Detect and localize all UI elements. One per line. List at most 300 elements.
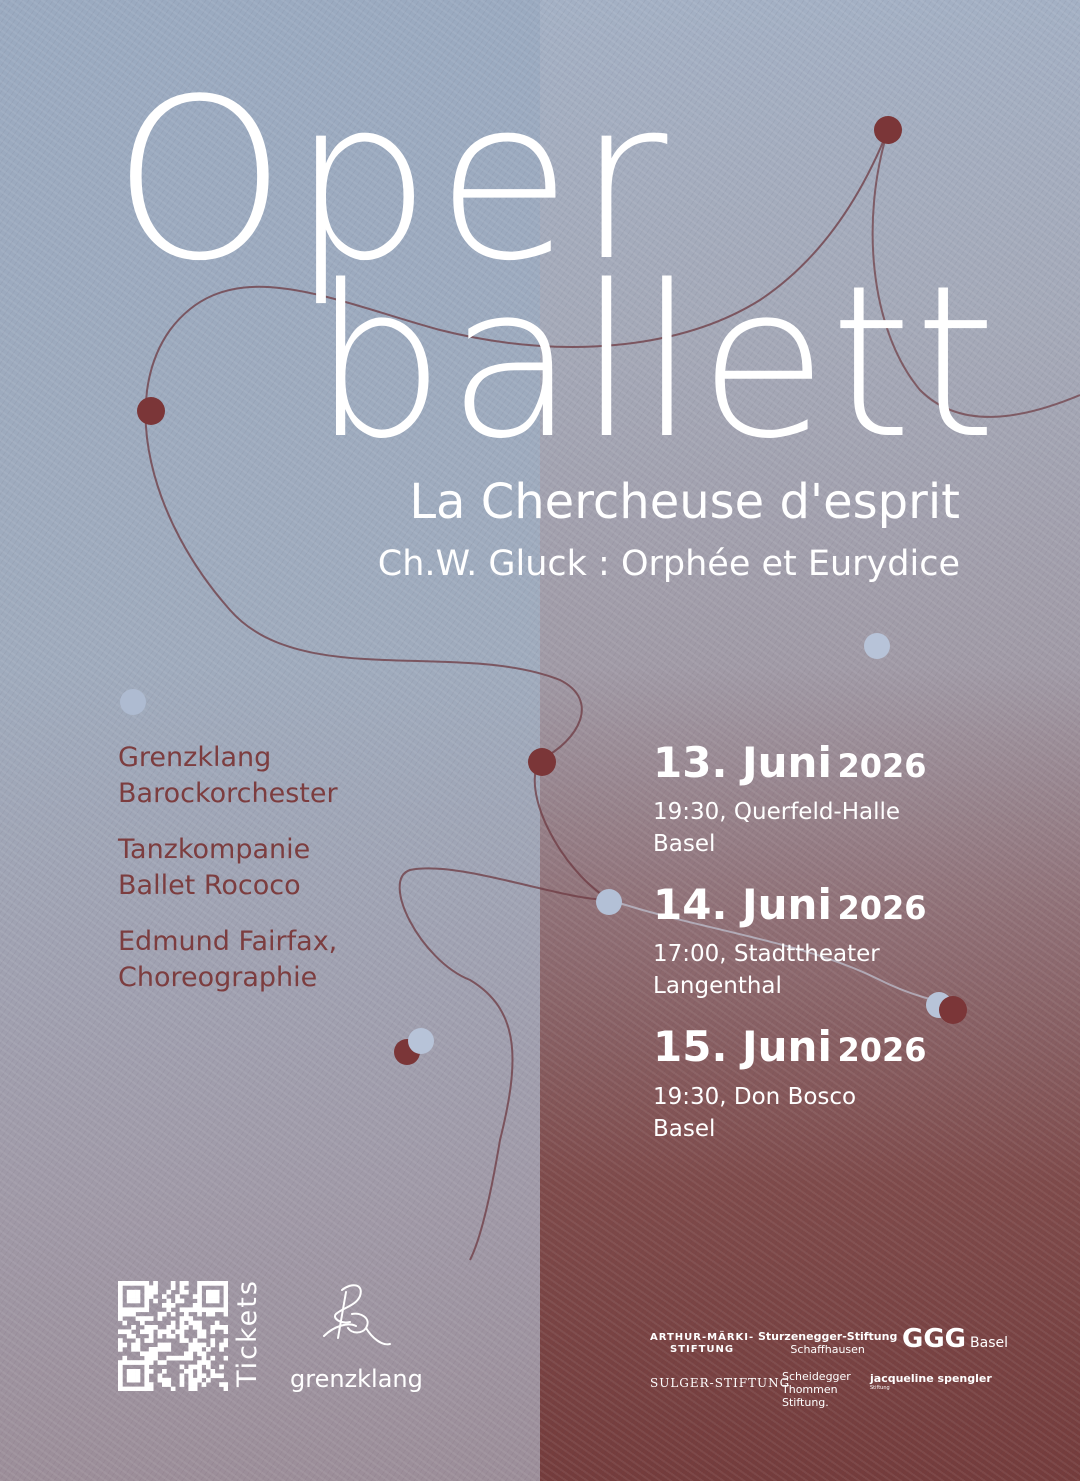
qr-module (215, 1373, 220, 1378)
qr-module (193, 1303, 198, 1308)
qr-module (188, 1347, 193, 1352)
qr-module (122, 1329, 127, 1334)
qr-module (136, 1378, 141, 1383)
qr-module (210, 1373, 215, 1378)
qr-module (149, 1285, 154, 1290)
qr-module (158, 1334, 163, 1339)
city: Basel (653, 831, 716, 858)
qr-module (224, 1303, 228, 1308)
qr-module (202, 1360, 207, 1365)
qr-module (162, 1303, 167, 1308)
qr-module (118, 1338, 123, 1343)
dot-blue (120, 689, 146, 715)
city: Basel (653, 1115, 716, 1142)
qr-module (224, 1343, 228, 1348)
qr-module (153, 1347, 158, 1352)
sponsor-scheidegger-thommen (782, 1370, 851, 1410)
qr-module (118, 1312, 123, 1317)
qr-module (215, 1325, 220, 1330)
qr-module (197, 1325, 202, 1330)
qr-module (136, 1360, 141, 1365)
performance-item (653, 1024, 1053, 1144)
qr-module (193, 1338, 198, 1343)
qr-module (184, 1338, 189, 1343)
qr-module (144, 1281, 149, 1286)
qr-module (219, 1307, 224, 1312)
performer-item (118, 832, 538, 904)
qr-module (206, 1378, 211, 1383)
qr-module (171, 1334, 176, 1339)
qr-module (144, 1285, 149, 1290)
qr-module (158, 1312, 163, 1317)
qr-module (188, 1378, 193, 1383)
qr-module (131, 1294, 136, 1299)
qr-module (153, 1351, 158, 1356)
qr-module (224, 1329, 228, 1334)
qr-module (149, 1356, 154, 1361)
qr-module (206, 1294, 211, 1299)
qr-module (224, 1281, 228, 1286)
qr-module (140, 1360, 145, 1365)
qr-module (184, 1290, 189, 1295)
qr-module (131, 1281, 136, 1286)
qr-module (118, 1378, 123, 1383)
qr-module (144, 1303, 149, 1308)
qr-module (210, 1281, 215, 1286)
qr-module (193, 1387, 198, 1391)
qr-module (158, 1373, 163, 1378)
qr-module (162, 1343, 167, 1348)
qr-module (180, 1329, 185, 1334)
qr-module (180, 1321, 185, 1326)
qr-module (144, 1382, 149, 1387)
performer-item (118, 740, 538, 812)
qr-module (136, 1338, 141, 1343)
qr-module (162, 1378, 167, 1383)
performer-line: Tanzkompanie (118, 834, 311, 865)
dot-red (137, 397, 165, 425)
qr-module (166, 1378, 171, 1383)
qr-module (206, 1347, 211, 1352)
qr-module (188, 1382, 193, 1387)
qr-module (140, 1387, 145, 1391)
qr-module (144, 1387, 149, 1391)
qr-module (202, 1329, 207, 1334)
qr-module (149, 1294, 154, 1299)
performers-list (118, 740, 538, 1016)
qr-module (202, 1307, 207, 1312)
qr-module (144, 1325, 149, 1330)
dot-blue (408, 1028, 434, 1054)
sponsor-line: ARTHUR-MÄRKI- (650, 1332, 755, 1343)
qr-module (197, 1307, 202, 1312)
sponsor-line: Stiftung. (782, 1396, 829, 1410)
qr-module (153, 1290, 158, 1295)
performer-line: Grenzklang (118, 742, 272, 773)
qr-module (149, 1316, 154, 1321)
qr-module (180, 1338, 185, 1343)
qr-module (122, 1360, 127, 1365)
qr-module (153, 1285, 158, 1290)
qr-module (197, 1365, 202, 1370)
qr-module (118, 1343, 123, 1348)
performance-details (653, 796, 1053, 860)
qr-module (180, 1281, 185, 1286)
qr-module (136, 1281, 141, 1286)
qr-module (193, 1365, 198, 1370)
qr-module (180, 1334, 185, 1339)
qr-module (224, 1312, 228, 1317)
qr-module (215, 1290, 220, 1295)
qr-module (131, 1343, 136, 1348)
qr-module (144, 1294, 149, 1299)
qr-module (219, 1325, 224, 1330)
performance-dates (653, 740, 1053, 1167)
qr-module (144, 1299, 149, 1304)
qr-module (127, 1387, 132, 1391)
performer-line: Barockorchester (118, 778, 338, 809)
qr-module (166, 1299, 171, 1304)
qr-module (197, 1299, 202, 1304)
qr-module (175, 1294, 180, 1299)
qr-module (149, 1334, 154, 1339)
qr-module (153, 1299, 158, 1304)
date-day-month: 15. Juni (653, 1022, 832, 1072)
dot-blue (864, 633, 890, 659)
qr-module (210, 1325, 215, 1330)
qr-module (140, 1316, 145, 1321)
qr-module (122, 1356, 127, 1361)
qr-module (127, 1329, 132, 1334)
qr-module (210, 1307, 215, 1312)
qr-module (197, 1329, 202, 1334)
qr-module (140, 1307, 145, 1312)
qr-module (127, 1294, 132, 1299)
qr-module (188, 1356, 193, 1361)
qr-module (188, 1369, 193, 1374)
tickets-qr-code[interactable] (118, 1281, 228, 1391)
sponsor-line: Schaffhausen (790, 1343, 865, 1357)
qr-module (193, 1378, 198, 1383)
qr-module (136, 1387, 141, 1391)
time-venue: 19:30, Don Bosco (653, 1083, 857, 1110)
city: Langenthal (653, 973, 782, 1000)
organizer-name: grenzklang (290, 1365, 423, 1393)
qr-module (215, 1321, 220, 1326)
qr-module (193, 1294, 198, 1299)
qr-module (166, 1303, 171, 1308)
sponsor-line: Stiftung (870, 1385, 890, 1392)
performance-date (653, 1024, 1053, 1070)
qr-module (180, 1378, 185, 1383)
qr-module (158, 1378, 163, 1383)
qr-module (215, 1294, 220, 1299)
qr-module (171, 1285, 176, 1290)
qr-module (144, 1316, 149, 1321)
qr-module (127, 1373, 132, 1378)
qr-module (166, 1347, 171, 1352)
qr-module (224, 1299, 228, 1304)
qr-module (158, 1360, 163, 1365)
qr-module (166, 1382, 171, 1387)
qr-module (158, 1329, 163, 1334)
qr-module (166, 1307, 171, 1312)
qr-module (118, 1290, 123, 1295)
qr-module (210, 1338, 215, 1343)
qr-module (171, 1312, 176, 1317)
qr-module (197, 1303, 202, 1308)
qr-module (171, 1387, 176, 1391)
qr-module (180, 1285, 185, 1290)
qr-module (180, 1307, 185, 1312)
qr-module (131, 1378, 136, 1383)
qr-module (149, 1382, 154, 1387)
qr-module (197, 1347, 202, 1352)
qr-module (127, 1312, 132, 1317)
qr-module (144, 1338, 149, 1343)
qr-module (118, 1373, 123, 1378)
qr-module (118, 1294, 123, 1299)
qr-module (118, 1316, 123, 1321)
qr-module (144, 1356, 149, 1361)
qr-module (166, 1334, 171, 1339)
qr-module (140, 1281, 145, 1286)
subtitle-composer: Ch.W. Gluck : Orphée et Eurydice (377, 544, 960, 584)
qr-module (210, 1299, 215, 1304)
performance-date (653, 882, 1053, 928)
performer-line: Edmund Fairfax, (118, 926, 338, 957)
qr-module (206, 1299, 211, 1304)
qr-module (149, 1325, 154, 1330)
qr-module (131, 1299, 136, 1304)
qr-module (118, 1369, 123, 1374)
qr-module (127, 1360, 132, 1365)
qr-module (224, 1294, 228, 1299)
qr-module (149, 1290, 154, 1295)
qr-module (144, 1290, 149, 1295)
qr-module (202, 1351, 207, 1356)
sponsor-ggg-basel (902, 1324, 1008, 1355)
qr-module (219, 1343, 224, 1348)
qr-module (136, 1373, 141, 1378)
qr-module (202, 1373, 207, 1378)
qr-module (180, 1382, 185, 1387)
qr-module (144, 1360, 149, 1365)
qr-module (193, 1321, 198, 1326)
qr-module (136, 1290, 141, 1295)
qr-module (180, 1356, 185, 1361)
qr-module (197, 1312, 202, 1317)
qr-module (184, 1369, 189, 1374)
qr-module (175, 1299, 180, 1304)
performance-details (653, 938, 1053, 1002)
qr-module (202, 1281, 207, 1286)
qr-module (166, 1290, 171, 1295)
qr-module (184, 1325, 189, 1330)
time-venue: 19:30, Querfeld-Halle (653, 799, 901, 826)
date-year: 2026 (837, 889, 927, 928)
qr-module (206, 1290, 211, 1295)
qr-module (122, 1312, 127, 1317)
qr-module (118, 1285, 123, 1290)
qr-module (206, 1312, 211, 1317)
qr-module (122, 1307, 127, 1312)
qr-module (206, 1307, 211, 1312)
title-ballett: ballett (312, 240, 999, 485)
qr-module (180, 1325, 185, 1330)
qr-module (162, 1312, 167, 1317)
qr-module (153, 1325, 158, 1330)
qr-module (171, 1321, 176, 1326)
qr-module (224, 1285, 228, 1290)
qr-module (118, 1303, 123, 1308)
qr-module (210, 1290, 215, 1295)
qr-module (131, 1325, 136, 1330)
sponsor-line: Scheidegger (782, 1370, 851, 1383)
date-day-month: 13. Juni (653, 738, 832, 787)
qr-module (197, 1281, 202, 1286)
qr-module (219, 1281, 224, 1286)
qr-module (219, 1365, 224, 1370)
qr-module (122, 1343, 127, 1348)
qr-module (127, 1378, 132, 1383)
qr-module (224, 1356, 228, 1361)
performance-item (653, 882, 1053, 1002)
qr-module (206, 1365, 211, 1370)
qr-module (131, 1334, 136, 1339)
date-year: 2026 (837, 1031, 927, 1070)
qr-module (144, 1378, 149, 1383)
qr-module (188, 1351, 193, 1356)
qr-module (136, 1343, 141, 1348)
qr-module (224, 1307, 228, 1312)
qr-module (224, 1382, 228, 1387)
performance-details (653, 1081, 1053, 1145)
qr-module (162, 1347, 167, 1352)
qr-module (193, 1343, 198, 1348)
qr-module (127, 1281, 132, 1286)
subtitle-work: La Chercheuse d'esprit (409, 474, 960, 530)
qr-module (122, 1321, 127, 1326)
performer-line: Ballet Rococo (118, 870, 301, 901)
qr-module (127, 1369, 132, 1374)
performance-item (653, 740, 1053, 860)
sponsor-ggg-city: Basel (970, 1335, 1009, 1351)
qr-module (131, 1307, 136, 1312)
performer-item (118, 924, 538, 996)
qr-module (149, 1338, 154, 1343)
qr-module (188, 1343, 193, 1348)
qr-module (188, 1373, 193, 1378)
dot-red (874, 116, 902, 144)
qr-module (197, 1378, 202, 1383)
qr-module (180, 1373, 185, 1378)
qr-module (197, 1360, 202, 1365)
dot-blue (596, 889, 622, 915)
qr-module (184, 1307, 189, 1312)
qr-module (131, 1360, 136, 1365)
qr-module (158, 1316, 163, 1321)
qr-module (127, 1290, 132, 1295)
qr-module (171, 1356, 176, 1361)
qr-module (166, 1343, 171, 1348)
qr-module (193, 1307, 198, 1312)
qr-module (158, 1343, 163, 1348)
qr-module (197, 1285, 202, 1290)
qr-module (131, 1387, 136, 1391)
qr-module (215, 1299, 220, 1304)
qr-module (162, 1294, 167, 1299)
qr-module (202, 1334, 207, 1339)
qr-module (210, 1312, 215, 1317)
qr-module (140, 1351, 145, 1356)
qr-module (193, 1325, 198, 1330)
qr-module (197, 1334, 202, 1339)
qr-module (131, 1373, 136, 1378)
qr-module (122, 1281, 127, 1286)
qr-module (162, 1329, 167, 1334)
date-year: 2026 (837, 747, 927, 785)
qr-module (149, 1351, 154, 1356)
qr-module (162, 1369, 167, 1374)
qr-module (118, 1387, 123, 1391)
qr-module (153, 1281, 158, 1286)
qr-module (140, 1329, 145, 1334)
qr-module (224, 1290, 228, 1295)
qr-module (197, 1321, 202, 1326)
qr-module (118, 1382, 123, 1387)
qr-module (215, 1307, 220, 1312)
tickets-label: Tickets (232, 1279, 263, 1387)
qr-module (188, 1321, 193, 1326)
qr-module (224, 1387, 228, 1391)
sponsor-line: STIFTUNG (670, 1344, 735, 1355)
qr-module (210, 1294, 215, 1299)
qr-module (224, 1338, 228, 1343)
qr-module (144, 1307, 149, 1312)
qr-module (149, 1347, 154, 1352)
qr-module (210, 1343, 215, 1348)
qr-module (184, 1281, 189, 1286)
qr-module (197, 1373, 202, 1378)
qr-module (149, 1329, 154, 1334)
qr-module (206, 1360, 211, 1365)
qr-module (175, 1329, 180, 1334)
sponsor-line: Sturzenegger-Stiftung (758, 1330, 898, 1343)
qr-module (197, 1294, 202, 1299)
qr-module (131, 1290, 136, 1295)
performance-date (653, 740, 1053, 786)
qr-module (149, 1387, 154, 1391)
qr-module (127, 1299, 132, 1304)
sponsor-ggg-mark: GGG (902, 1324, 967, 1354)
qr-module (197, 1343, 202, 1348)
qr-module (180, 1316, 185, 1321)
qr-module (144, 1369, 149, 1374)
qr-module (136, 1294, 141, 1299)
qr-module (180, 1299, 185, 1304)
qr-module (131, 1347, 136, 1352)
qr-module (136, 1299, 141, 1304)
qr-module (219, 1373, 224, 1378)
qr-module (131, 1312, 136, 1317)
qr-module (184, 1356, 189, 1361)
qr-module (210, 1356, 215, 1361)
qr-module (202, 1343, 207, 1348)
time-venue: 17:00, Stadttheater (653, 941, 880, 968)
sponsor-line: jacqueline spengler (870, 1372, 992, 1385)
qr-module (193, 1347, 198, 1352)
